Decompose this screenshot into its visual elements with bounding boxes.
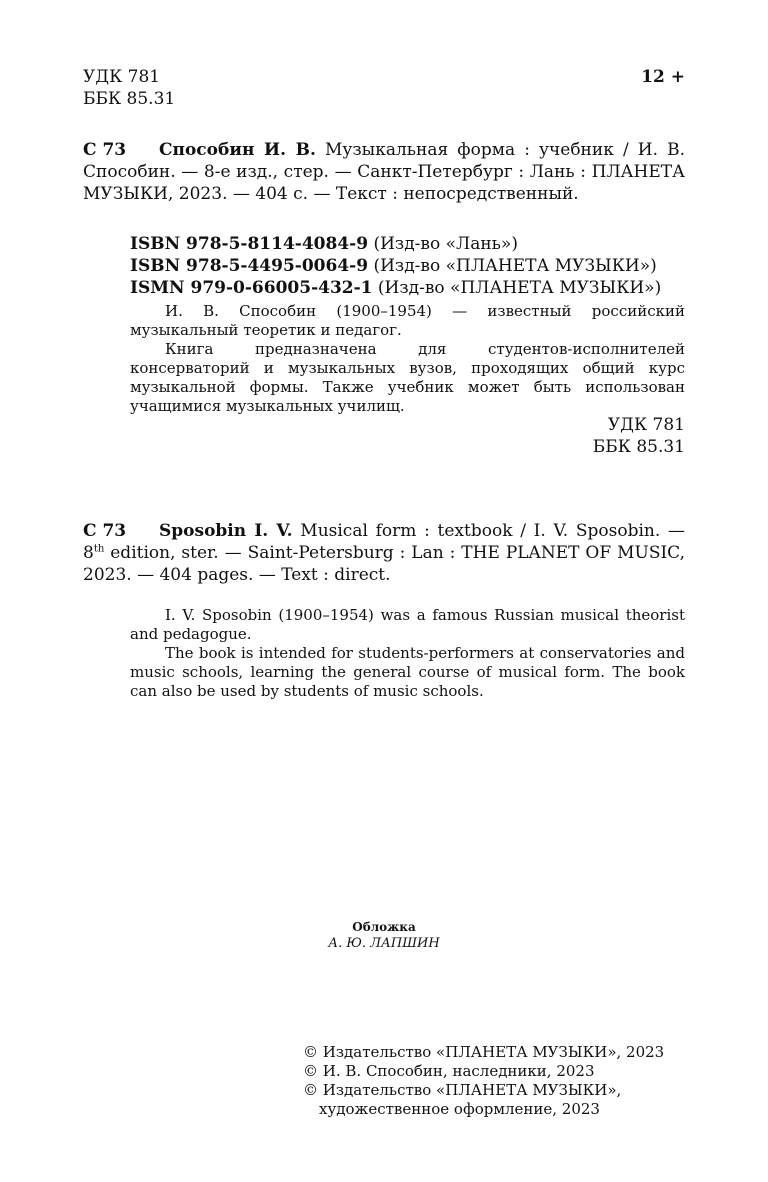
header-bbk: ББК 85.31 [83,89,176,109]
identifier-line [130,255,661,277]
age-rating: 12 + [641,67,685,87]
ru-bibliographic-entry [83,139,685,205]
cover-artist: А. Ю. ЛАПШИН [328,936,440,951]
ru-catalog-code: С 73 [83,140,127,160]
ru-abstract [130,302,685,416]
isbn-1-publisher: (Изд-во «Лань») [368,234,518,254]
copyright-line: художественное оформление, 2023 [319,1100,600,1118]
cover-label: Обложка [352,920,416,934]
identifier-line [130,233,661,255]
header-classification [83,66,175,110]
ru-author: Способин И. В. [159,140,316,160]
copyright-line: © Издательство «ПЛАНЕТА МУЗЫКИ», 2023 [303,1043,665,1061]
copyright-line: © И. В. Способин, наследники, 2023 [303,1062,595,1080]
en-superscript: th [93,543,105,555]
ru-identifiers [130,233,661,299]
en-text-2: edition, ster. — Saint-Petersburg : Lan : THE PLANET OF MUSIC, 2023. — 404 pages. — Text : direct. [83,543,685,585]
en-abstract-paragraph-1: I. V. Sposobin (1900–1954) was a famous Russian musical theorist and pedagogue. [130,606,685,643]
ru-abstract-paragraph-1: И. В. Способин (1900–1954) — известный российский музыкальный теоретик и педагог. [130,302,685,339]
ismn-publisher: (Изд-во «ПЛАНЕТА МУЗЫКИ») [372,278,662,298]
en-author: Sposobin I. V. [159,521,293,541]
ru-udk: УДК 781 [607,415,685,435]
header-udk: УДК 781 [83,67,161,87]
en-bibliographic-entry [83,520,685,586]
en-abstract [130,606,685,701]
copyright-line: © Издательство «ПЛАНЕТА МУЗЫКИ», [303,1081,622,1099]
cover-credit [0,919,768,952]
copyright-block [303,1043,688,1119]
en-catalog-code: С 73 [83,521,127,541]
ru-classification [480,414,685,458]
identifier-line [130,277,661,299]
isbn-2-publisher: (Изд-во «ПЛАНЕТА МУЗЫКИ») [368,256,657,276]
en-text-1: Musical form : textbook / I. V. Sposobin. — 8 [83,521,685,563]
isbn-2: ISBN 978-5-4495-0064-9 [130,256,369,276]
ru-title-text: Музыкальная форма : учебник / И. В. Способин. — 8-е изд., стер. — Санкт-Петербург : Лань : ПЛАНЕТА МУЗЫКИ, 2023. — 404 с. — Текст : непосредственный. [83,140,685,204]
ru-abstract-paragraph-2: Книга предназначена для студентов-исполнителей консерваторий и музыкальных вузов, проходящих общий курс музыкальной формы. Также учебник может быть использован учащимися музыкальных училищ. [130,340,685,415]
ru-bbk: ББК 85.31 [592,437,685,457]
en-abstract-paragraph-2: The book is intended for students-performers at conservatories and music schools, learning the general course of musical form. The book can also be used by students of music schools. [130,644,685,700]
ismn: ISMN 979-0-66005-432-1 [130,278,373,298]
isbn-1: ISBN 978-5-8114-4084-9 [130,234,369,254]
